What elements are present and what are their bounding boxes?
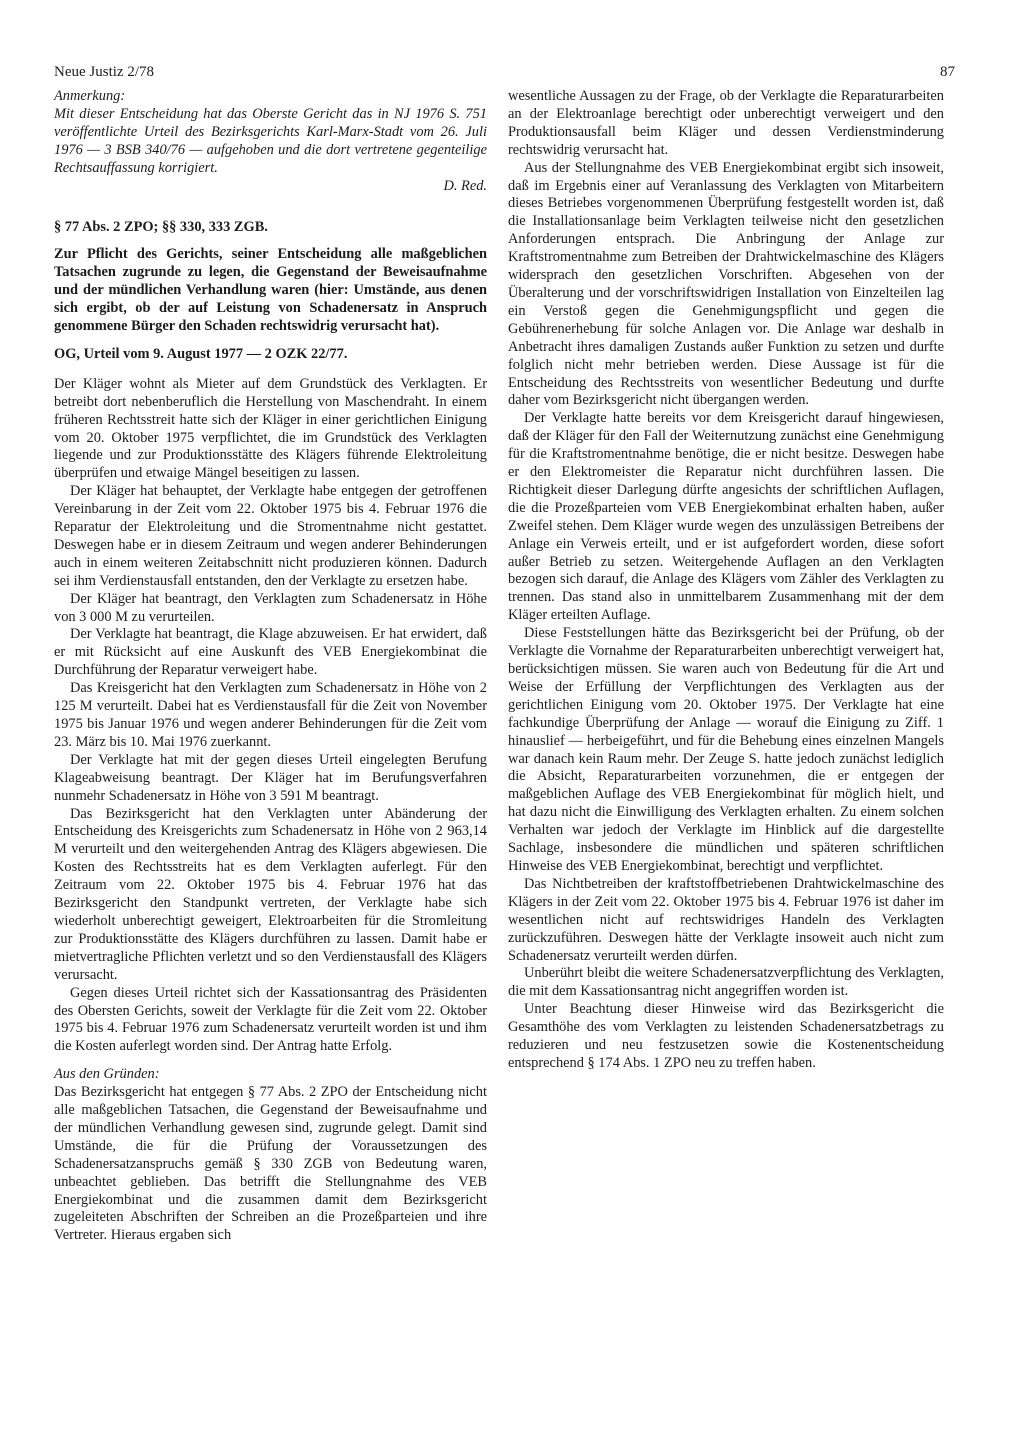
- note-text: Mit dieser Entscheidung hat das Oberste Gericht das in NJ 1976 S. 751 veröffentlichte Urteil des Bezirksgerichts Karl-Marx-Stadt vom 26. Juli 1976 — 3 BSB 340/76 — aufgehoben und die dort vertretene gegenteilige Rechtsauffassung korrigiert.: [54, 105, 487, 176]
- note-label: Anmerkung:: [54, 88, 126, 104]
- body-paragraph: Der Verklagte hat mit der gegen dieses Urteil eingelegten Berufung Klageabweisung beantragt. Der Kläger hat im Berufungsverfahren nunmehr Schadenersatz in Höhe von 3 591 M beantragt.: [54, 751, 487, 804]
- journal-header: Neue Justiz 2/78: [54, 64, 154, 80]
- body-paragraph: Unberührt bleibt die weitere Schadenersatzverpflichtung des Verklagten, die mit dem Kassationsantrag nicht angegriffen worden ist.: [508, 965, 944, 1000]
- body-paragraph: Das Kreisgericht hat den Verklagten zum Schadenersatz in Höhe von 2 125 M verurteilt. Dabei hat es Verdienstausfall für die Zeit von November 1975 bis Januar 1976 und wegen anderer Behinderungen für die Zeit vom 23. März bis 10. Mai 1976 zuerkannt.: [54, 680, 487, 750]
- ruling-citation: OG, Urteil vom 9. August 1977 — 2 OZK 22/77.: [54, 345, 348, 362]
- grounds-label: Aus den Gründen:: [54, 1066, 160, 1083]
- body-paragraph: Unter Beachtung dieser Hinweise wird das Bezirksgericht die Gesamthöhe des vom Verklagten zu leistenden Schadenersatzbetrags zu reduzieren und neu festzusetzen sowie die Kostenentscheidung entsprechend § 174 Abs. 1 ZPO neu zu treffen haben.: [508, 1001, 944, 1071]
- body-paragraph: Der Verklagte hatte bereits vor dem Kreisgericht darauf hingewiesen, daß der Kläger für den Fall der Weiternutzung zunächst eine Genehmigung für die Kraftstromentnahme benötige, die er nicht besitze. Deswegen habe er den Elektromeister die Reparatur nicht durchführen lassen. Die Richtigkeit dieser Darlegung dürfte angesichts der schriftlichen Auflagen, die die Prozeßparteien vom VEB Energiekombinat erhalten haben, außer Zweifel stehen. Dem Kläger wurde wegen des unzulässigen Betreibens der Anlage ein Verweis erteilt, und er ist aufgefordert worden, diese sofort außer Betrieb zu setzen. Weitergehende Auflagen an den Verklagten bezogen sich darauf, die Anlage des Klägers vom Zähler des Verklagten zu trennen. Das stand also in unmittelbarem Zusammenhang mit der dem Kläger erteilten Auflage.: [508, 410, 944, 624]
- body-paragraph: Der Kläger wohnt als Mieter auf dem Grundstück des Verklagten. Er betreibt dort nebenberuflich die Herstellung von Maschendraht. In einem früheren Rechtsstreit hatte sich der Kläger in einer gerichtlichen Einigung vom 20. Oktober 1975 verpflichtet, die im Grundstück des Verklagten liegende und zur Produktionsstätte des Klägers führende Elektroleitung überprüfen und etwaige Mängel beseitigen zu lassen.: [54, 375, 487, 482]
- right-column: [508, 88, 944, 1073]
- body-paragraph: Der Kläger hat beantragt, den Verklagten zum Schadenersatz in Höhe von 3 000 M zu verurteilen.: [54, 590, 487, 625]
- body-paragraph: Der Kläger hat behauptet, der Verklagte habe entgegen der getroffenen Vereinbarung in der Zeit vom 22. Oktober 1975 bis 4. Februar 1976 die Reparatur der Elektroleitung und die Stromentnahme nicht gestattet. Deswegen habe er in diesem Zeitraum und wegen anderer Behinderungen auch in einem weiteren Zeitabschnitt nicht produzieren können. Dadurch sei ihm Verdienstausfall entstanden, den der Verklagte zu ersetzen habe.: [54, 483, 487, 589]
- body-paragraph: wesentliche Aussagen zu der Frage, ob der Verklagte die Reparaturarbeiten an der Elektroanlage berechtigt oder unberechtigt verweigert und den Produktionsausfall beim Kläger und dessen Verdienstminderung rechtswidrig verursacht hat.: [508, 88, 944, 158]
- grounds-paragraph: Das Bezirksgericht hat entgegen § 77 Abs. 2 ZPO der Entscheidung nicht alle maßgeblichen Tatsachen, die Gegenstand der Beweisaufnahme und der mündlichen Verhandlung gewesen sind, zugrunde gelegt. Damit sind Umstände, die für die Prüfung der Voraussetzungen des Schadenersatzanspruchs gemäß § 330 ZGB von Bedeutung waren, unbeachtet geblieben. Das betrifft die Stellungnahme des VEB Energiekombinat und die zusammen damit dem Bezirksgericht zugeleiteten Abschriften der Schreiben an die Prozeßparteien und ihre Vertreter. Hieraus ergaben sich: [54, 1084, 487, 1244]
- body-paragraph: Diese Feststellungen hätte das Bezirksgericht bei der Prüfung, ob der Verklagte die Vornahme der Reparaturarbeiten unberechtigt verweigert hat, berücksichtigen müssen. Sie waren auch von Bedeutung für die Art und Weise der Erfüllung der Verpflichtungen des Verklagten aus der gerichtlichen Einigung vom 20. Oktober 1975. Der Verklagte hat eine fachkundige Überprüfung der Anlage — worauf die Einigung zu Ziff. 1 hinauslief — herbeigeführt, und für die Behebung eines einzelnen Mangels war danach kein Raum mehr. Der Zeuge S. hatte jedoch zunächst lediglich die Absicht, Reparaturarbeiten vorzunehmen, die er entgegen der maßgeblichen Auflage des VEB Energiekombinat für möglich hielt, und hat dazu nicht die Einwilligung des Verklagten erhalten. Zu einem solchen Verhalten war jedoch der Verklagte im Hinblick auf die dargestellte Sachlage, insbesondere die mündlichen und späteren schriftlichen Hinweise des VEB Energiekombinat, berechtigt und verpflichtet.: [508, 625, 944, 874]
- note-signature: D. Red.: [443, 177, 487, 194]
- body-paragraph: Der Verklagte hat beantragt, die Klage abzuweisen. Er hat erwidert, daß er mit Rücksicht auf eine Auskunft des VEB Energiekombinat die Durchführung der Reparatur verweigert habe.: [54, 626, 487, 679]
- body-paragraph: Das Bezirksgericht hat den Verklagten unter Abänderung der Entscheidung des Kreisgerichts zum Schadenersatz in Höhe von 2 963,14 M verurteilt und den weitergehenden Antrag des Klägers abgewiesen. Die Kosten des Rechtsstreits hat es dem Verklagten auferlegt. Für den Zeitraum vom 22. Oktober 1975 bis 4. Februar 1976 hat das Bezirksgericht den Standpunkt vertreten, der Verklagte habe sich wiederholt unberechtigt geweigert, Elektroarbeiten für die Stromleitung zur Produktionsstätte des Klägers durchführen zu lassen. Damit habe er mietvertragliche Pflichten verletzt und so den Verdienstausfall des Klägers verursacht.: [54, 805, 487, 983]
- body-paragraph: Das Nichtbetreiben der kraftstoffbetriebenen Drahtwickelmaschine des Klägers in der Zeit vom 22. Oktober 1975 bis 4. Februar 1976 ist daher im wesentlichen nicht auf rechtswidriges Handeln des Verklagten zurückzuführen. Deswegen hätte der Verklagte insoweit auch nicht zum Schadenersatz verurteilt werden dürfen.: [508, 875, 944, 964]
- body-paragraph: Aus der Stellungnahme des VEB Energiekombinat ergibt sich insoweit, daß im Ergebnis einer auf Veranlassung des Verklagten von Mitarbeitern dieses Betriebes vorgenommenen Überprüfung festgestellt worden ist, daß die Installationsanlage beim Verklagten teilweise nicht den gesetzlichen Anforderungen entsprach. Die Anbringung der Anlage zur Kraftstromentnahme zum Betreiben der Drahtwickelmaschine des Klägers widersprach den gesetzlichen Vorschriften. Abgesehen von der Überalterung und der vorschriftswidrigen Installation von Einzelteilen lag ein Verstoß gegen die Genehmigungspflicht und gegen die Gebührenerhebung für solche Anlagen vor. Die Anlage war deshalb in Anbetracht ihres damaligen Zustands außer Funktion zu setzen und durfte folglich nicht mehr betrieben werden. Diese Aussage ist für die Entscheidung des Rechtsstreits von wesentlicher Bedeutung und durfte daher vom Bezirksgericht nicht übergangen werden.: [508, 159, 944, 409]
- body-paragraph: Gegen dieses Urteil richtet sich der Kassationsantrag des Präsidenten des Obersten Gerichts, soweit der Verklagte für die Zeit vom 22. Oktober 1975 bis 4. Februar 1976 zum Schadenersatz verurteilt worden ist und ihm die Kosten auferlegt worden sind. Der Antrag hatte Erfolg.: [54, 984, 487, 1055]
- left-column: [54, 88, 487, 1245]
- page-number: 87: [940, 64, 955, 80]
- statute-reference: § 77 Abs. 2 ZPO; §§ 330, 333 ZGB.: [54, 219, 268, 236]
- headnote: Zur Pflicht des Gerichts, seiner Entscheidung alle maßgeblichen Tatsachen zugrunde zu legen, die Gegenstand der Beweisaufnahme und der mündlichen Verhandlung waren (hier: Umstände, aus denen sich ergibt, ob der auf Leistung von Schadenersatz in Anspruch genommene Bürger den Schaden rechtswidrig verursacht hat).: [54, 246, 487, 334]
